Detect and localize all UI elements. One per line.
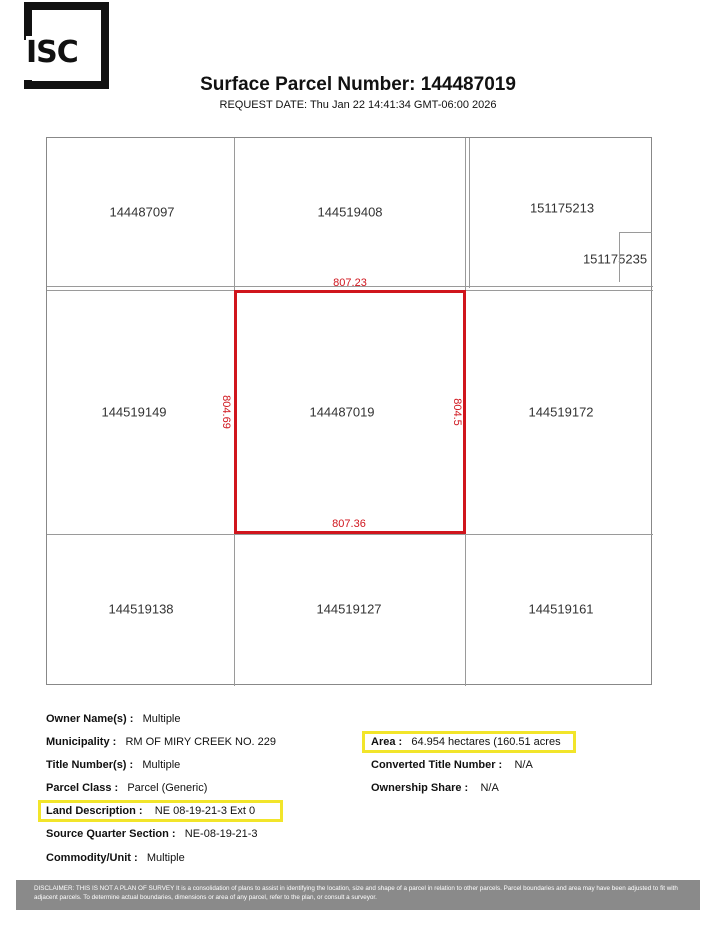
title-number-label: Title Number(s) :	[46, 759, 134, 771]
parcel-class-value: Parcel (Generic)	[127, 782, 208, 794]
owner-value: Multiple	[142, 713, 181, 725]
parcel-e: 144519172	[528, 404, 594, 420]
parcel-nw: 144487097	[109, 204, 175, 220]
parcel-w: 144519149	[101, 404, 167, 420]
source-quarter-row	[46, 828, 258, 840]
title-number-value: Multiple	[142, 759, 181, 771]
parcel-n: 144519408	[317, 204, 383, 220]
grid-line-v2b	[469, 138, 470, 288]
municipality-label: Municipality :	[46, 736, 117, 748]
area-row	[371, 736, 561, 748]
small-parcel-outline	[619, 232, 652, 282]
ownership-share-row	[371, 782, 499, 794]
disclaimer: DISCLAIMER: THIS IS NOT A PLAN OF SURVEY It is a consolidation of plans to assist in identifying the location, size and shape of a parcel in relation to other parcels. Parcel boundaries and area may have been adjusted to fit with adjacent parcels. To determine actual boundaries, dimensions or area of any parcel, refer to the plan, or consult a surveyor.	[16, 880, 700, 910]
land-description-row	[46, 805, 255, 817]
selected-parcel-outline	[234, 290, 466, 534]
parcel-se: 144519161	[528, 601, 594, 617]
parcel-ne: 151175213	[529, 200, 595, 216]
parcel-class-row	[46, 782, 207, 794]
ownership-share-value: N/A	[480, 782, 499, 794]
commodity-label: Commodity/Unit :	[46, 852, 138, 864]
municipality-row	[46, 736, 276, 748]
dimension-right: 804.5	[451, 398, 463, 426]
parcel-center: 144487019	[309, 404, 375, 420]
request-date: REQUEST DATE: Thu Jan 22 14:41:34 GMT-06:00 2026	[219, 99, 497, 111]
parcel-sw: 144519138	[108, 601, 174, 617]
title-number-row	[46, 759, 180, 771]
source-quarter-value: NE-08-19-21-3	[184, 828, 258, 840]
parcel-class-label: Parcel Class :	[46, 782, 119, 794]
municipality-value: RM OF MIRY CREEK NO. 229	[125, 736, 277, 748]
dimension-top: 807.23	[333, 277, 367, 289]
logo-text: ISC	[26, 35, 78, 70]
dimension-left: 804.69	[220, 395, 232, 429]
page-title: Surface Parcel Number: 144487019	[200, 74, 516, 95]
grid-line-h2	[47, 534, 653, 535]
area-label: Area :	[371, 736, 403, 748]
land-description-value: NE 08-19-21-3 Ext 0	[154, 805, 256, 817]
converted-title-value: N/A	[514, 759, 533, 771]
source-quarter-label: Source Quarter Section :	[46, 828, 176, 840]
owner-label: Owner Name(s) :	[46, 713, 134, 725]
parcel-map	[46, 137, 652, 685]
parcel-s: 144519127	[316, 601, 382, 617]
parcel-ne-small: 151175235	[582, 251, 648, 267]
converted-title-row	[371, 759, 533, 771]
land-description-label: Land Description :	[46, 805, 143, 817]
ownership-share-label: Ownership Share :	[371, 782, 469, 794]
owner-row	[46, 713, 181, 725]
commodity-value: Multiple	[146, 852, 185, 864]
commodity-row	[46, 852, 185, 864]
converted-title-label: Converted Title Number :	[371, 759, 503, 771]
dimension-bottom: 807.36	[332, 518, 366, 530]
area-value: 64.954 hectares (160.51 acres	[411, 736, 561, 748]
